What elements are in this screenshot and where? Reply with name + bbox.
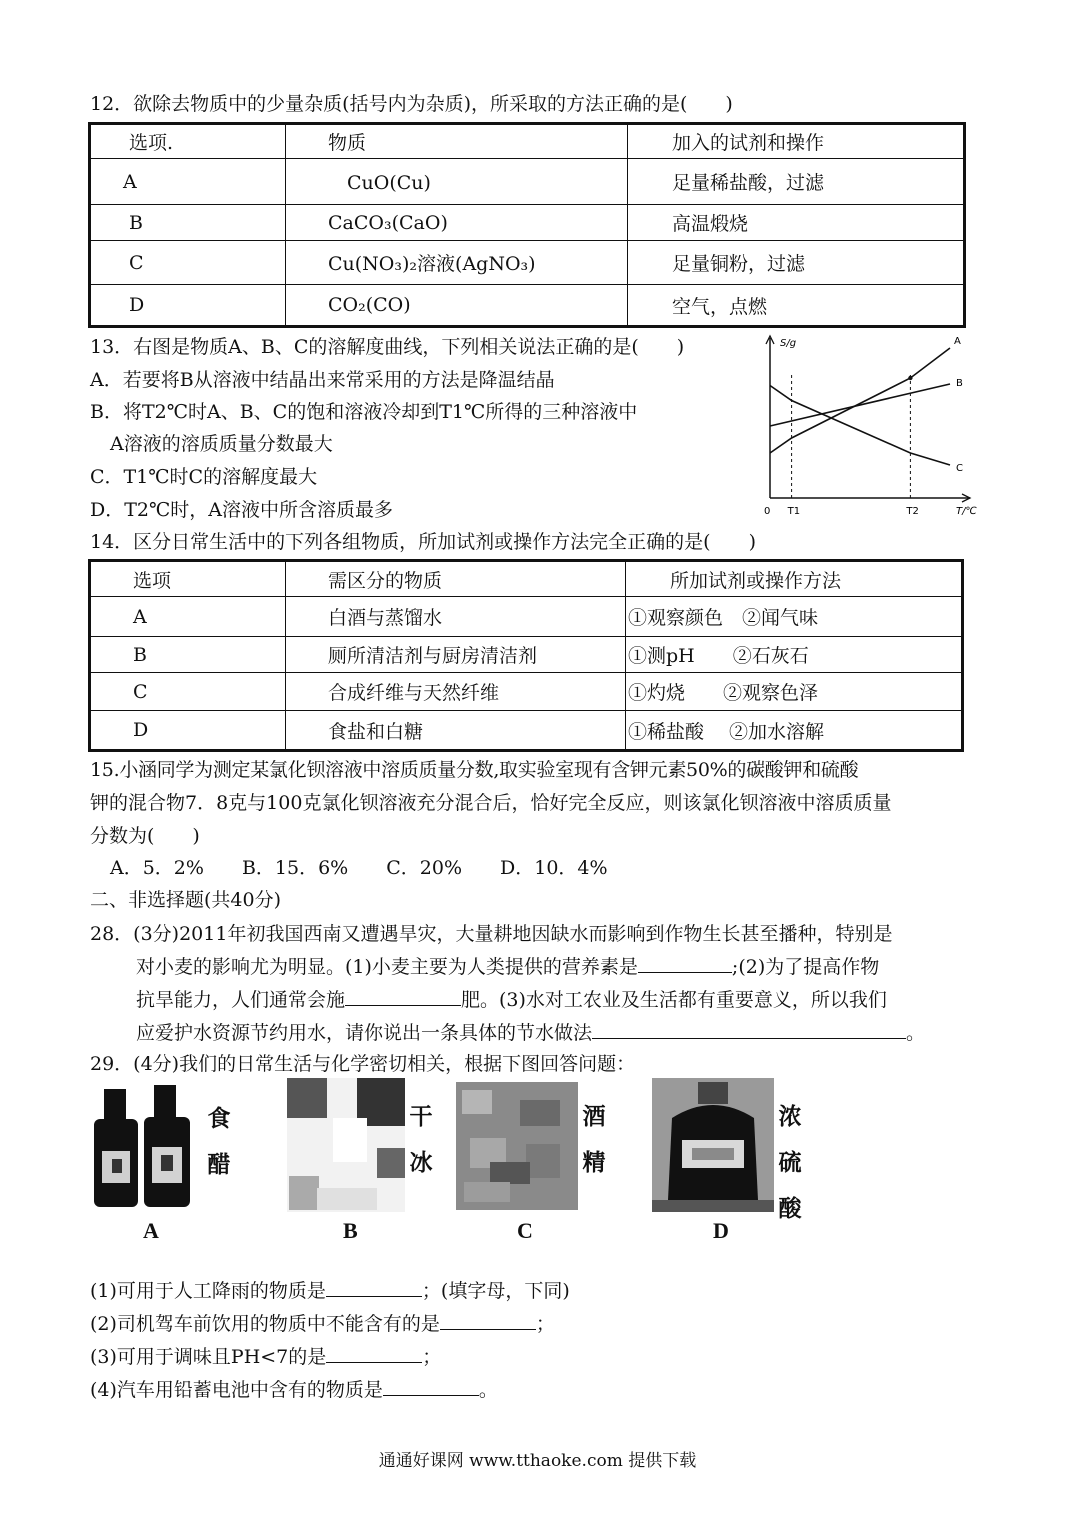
table-row xyxy=(90,241,965,285)
series-line-c xyxy=(770,386,950,466)
q13-option-d: D．T2℃时，A溶液中所含溶质最多 xyxy=(90,499,393,521)
answer-blank[interactable] xyxy=(440,1309,536,1330)
q29-question-3 xyxy=(90,1342,441,1371)
label-char: 硫 xyxy=(778,1149,802,1176)
table-cell: ①测pH ②石灰石 xyxy=(626,637,963,673)
alcohol-picture xyxy=(456,1082,578,1210)
table-cell: CuO(Cu) xyxy=(286,159,628,205)
table-row xyxy=(90,205,965,241)
table-header: 需区分的物质 xyxy=(286,561,626,597)
table-row xyxy=(90,673,963,711)
table-header: 加入的试剂和操作 xyxy=(628,124,965,159)
q15-line-2: 钾的混合物7．8克与100克氯化钡溶液充分混合后，恰好完全反应，则该氯化钡溶液中溶质质量 xyxy=(90,792,892,814)
table-row xyxy=(90,637,963,673)
q29-text: (3)可用于调味且PH<7的是 xyxy=(90,1346,327,1368)
table-row xyxy=(90,285,965,327)
table-row xyxy=(90,597,963,637)
table-header: 选项 xyxy=(90,561,286,597)
q29-text: 。 xyxy=(478,1379,498,1401)
q13-option-c: C．T1℃时C的溶解度最大 xyxy=(90,466,318,488)
q15-line-3: 分数为( ) xyxy=(90,825,200,847)
q29-text: (1)可用于人工降雨的物质是 xyxy=(90,1280,326,1302)
q29-text: ； xyxy=(535,1313,555,1335)
q15-options: A．5．2% B．15．6% C．20% D．10．4% xyxy=(110,857,608,879)
q28-line-2 xyxy=(136,952,879,981)
label-char: 干 xyxy=(409,1103,433,1130)
answer-blank[interactable] xyxy=(345,985,461,1006)
table-header-row xyxy=(90,124,965,159)
table-header: 所加试剂或操作方法 xyxy=(626,561,963,597)
q14-table xyxy=(88,559,964,752)
q28-text: 对小麦的影响尤为明显。(1)小麦主要为人类提供的营养素是 xyxy=(136,956,638,978)
section-heading: 二、非选择题(共40分) xyxy=(90,889,282,911)
label-char: 醋 xyxy=(207,1151,231,1178)
table-cell: D xyxy=(90,285,286,327)
q29-question-2 xyxy=(90,1309,555,1338)
table-cell: A xyxy=(90,597,286,637)
table-cell: B xyxy=(90,205,286,241)
q13-option-b: B．将T2℃时A、B、C的饱和溶液冷却到T1℃所得的三种溶液中 xyxy=(90,401,638,423)
q28-text: 抗旱能力，人们通常会施 xyxy=(136,989,346,1011)
picture-d-label xyxy=(777,1094,803,1232)
table-cell: 食盐和白糖 xyxy=(286,711,626,751)
label-char: 酒 xyxy=(582,1103,606,1130)
table-row xyxy=(90,159,965,205)
q14-stem: 14．区分日常生活中的下列各组物质，所加试剂或操作方法完全正确的是( ) xyxy=(90,531,757,553)
q29-text: ； xyxy=(422,1346,442,1368)
page-footer: 通通好课网 www.tthaoke.com 提供下载 xyxy=(378,1451,697,1471)
answer-blank[interactable] xyxy=(383,1375,479,1396)
q28-line-3 xyxy=(136,985,887,1014)
table-cell: 空气，点燃 xyxy=(628,285,965,327)
table-row xyxy=(90,711,963,751)
x-tick-label: 0 xyxy=(764,506,771,517)
picture-d-letter: D xyxy=(713,1218,729,1243)
q29-text: (4)汽车用铅蓄电池中含有的物质是 xyxy=(90,1379,383,1401)
q12-stem: 12．欲除去物质中的少量杂质(括号内为杂质)，所采取的方法正确的是( ) xyxy=(90,93,733,115)
table-cell: CaCO₃(CaO) xyxy=(286,205,628,241)
q28-line-1: 28．(3分)2011年初我国西南又遭遇旱灾，大量耕地因缺水而影响到作物生长甚至播种，特别是 xyxy=(90,923,893,945)
table-cell: 合成纤维与天然纤维 xyxy=(286,673,626,711)
q13-option-a: A．若要将B从溶液中结晶出来常采用的方法是降温结晶 xyxy=(90,369,555,391)
answer-blank[interactable] xyxy=(638,952,732,973)
q28-text: 应爱护水资源节约用水，请你说出一条具体的节水做法 xyxy=(136,1022,593,1044)
q28-text: 肥。(3)水对工农业及生活都有重要意义，所以我们 xyxy=(461,989,887,1011)
vinegar-bottles-picture xyxy=(90,1083,202,1211)
q29-stem: 29．(4分)我们的日常生活与化学密切相关，根据下图回答问题： xyxy=(90,1053,636,1075)
table-cell: B xyxy=(90,637,286,673)
q12-table xyxy=(88,122,966,328)
q13-option-b-cont: A溶液的溶质质量分数最大 xyxy=(110,433,333,455)
data-point xyxy=(908,376,912,380)
picture-c-label xyxy=(581,1094,607,1186)
table-header-row xyxy=(90,561,963,597)
table-header: 物质 xyxy=(286,124,628,159)
table-cell: ①稀盐酸 ②加水溶解 xyxy=(626,711,963,751)
q29-question-4 xyxy=(90,1375,498,1404)
label-char: 食 xyxy=(207,1105,231,1132)
sulfuric-acid-bottle-picture xyxy=(652,1078,774,1212)
picture-a-letter: A xyxy=(143,1218,159,1243)
x-tick-label: T2 xyxy=(906,506,919,517)
series-line-b xyxy=(770,384,950,426)
y-axis-label: S/g xyxy=(780,338,797,349)
table-cell: 足量稀盐酸，过滤 xyxy=(628,159,965,205)
table-cell: 高温煅烧 xyxy=(628,205,965,241)
table-cell: CO₂(CO) xyxy=(286,285,628,327)
series-line-a xyxy=(770,348,950,453)
series-label-c: C xyxy=(956,463,963,474)
q15-line-1: 15.小涵同学为测定某氯化钡溶液中溶质质量分数,取实验室现有含钾元素50%的碳酸钾和硫酸 xyxy=(90,759,859,781)
dry-ice-picture xyxy=(287,1078,405,1212)
q28-text: ;(2)为了提高作物 xyxy=(731,956,880,978)
table-cell: C xyxy=(90,673,286,711)
q28-text: 。 xyxy=(906,1022,926,1044)
table-cell: 白酒与蒸馏水 xyxy=(286,597,626,637)
table-cell: D xyxy=(90,711,286,751)
q13-stem: 13．右图是物质A、B、C的溶解度曲线，下列相关说法正确的是( ) xyxy=(90,336,685,358)
answer-blank[interactable] xyxy=(326,1276,422,1297)
table-cell: 厕所清洁剂与厨房清洁剂 xyxy=(286,637,626,673)
series-label-b: B xyxy=(956,378,963,389)
q29-question-1 xyxy=(90,1276,570,1305)
label-char: 酸 xyxy=(778,1195,802,1222)
x-tick-label: T1 xyxy=(787,506,801,517)
table-cell: ①灼烧 ②观察色泽 xyxy=(626,673,963,711)
table-header: 选项. xyxy=(90,124,286,159)
label-char: 精 xyxy=(582,1149,606,1176)
picture-b-letter: B xyxy=(343,1218,358,1243)
picture-a-label xyxy=(206,1096,232,1188)
q28-line-4 xyxy=(136,1018,925,1047)
picture-c-letter: C xyxy=(517,1218,533,1243)
table-cell: 足量铜粉，过滤 xyxy=(628,241,965,285)
answer-blank[interactable] xyxy=(592,1018,906,1039)
table-cell: A xyxy=(90,159,286,205)
picture-b-label xyxy=(408,1094,434,1186)
q29-text: (2)司机驾车前饮用的物质中不能含有的是 xyxy=(90,1313,440,1335)
x-axis-label: T/℃ xyxy=(956,506,977,517)
label-char: 浓 xyxy=(778,1103,802,1130)
table-cell: ①观察颜色 ②闻气味 xyxy=(626,597,963,637)
answer-blank[interactable] xyxy=(326,1342,422,1363)
solubility-chart xyxy=(752,332,982,518)
table-cell: Cu(NO₃)₂溶液(AgNO₃) xyxy=(286,241,628,285)
table-cell: C xyxy=(90,241,286,285)
q29-text: ；(填字母，下同) xyxy=(421,1280,570,1302)
series-label-a: A xyxy=(954,336,961,347)
label-char: 冰 xyxy=(409,1149,433,1176)
